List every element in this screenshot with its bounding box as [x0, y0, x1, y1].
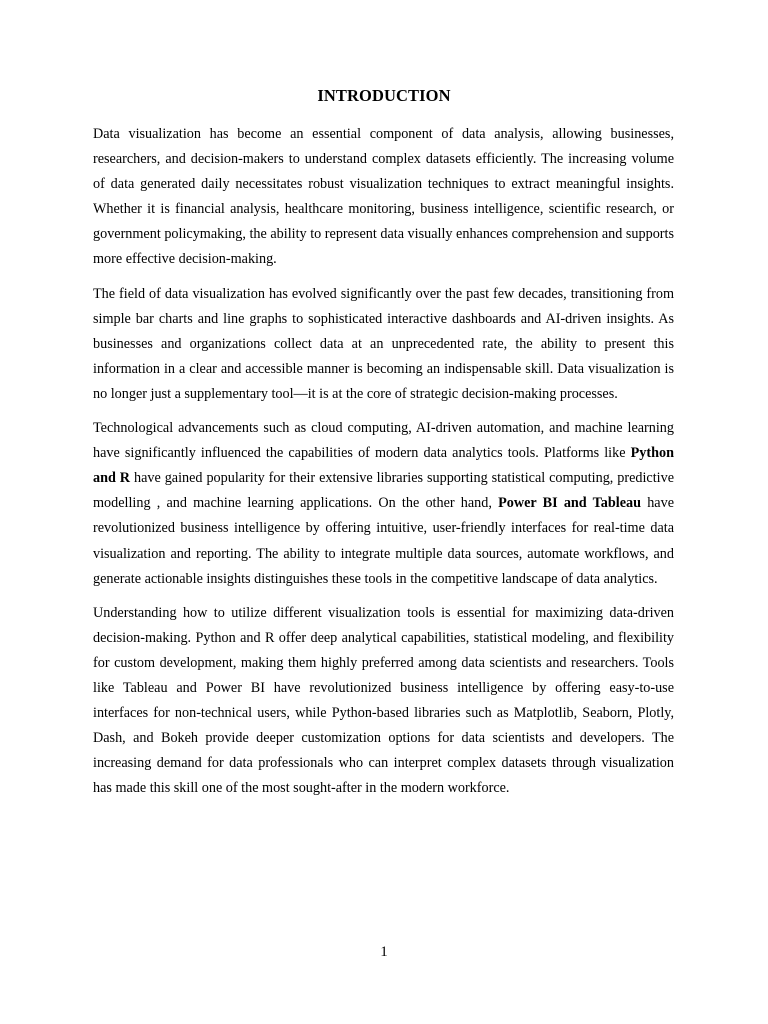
body-text — [93, 122, 674, 810]
page-number: 1 — [380, 944, 388, 960]
page-heading: INTRODUCTION — [317, 86, 451, 105]
paragraph-2: The field of data visualization has evolved significantly over the past few decades, transitioning from simple bar charts and line graphs to sophisticated interactive dashboards and AI-driven insights. As businesses and organizations collect data at an unprecedented rate, the ability to present this information in a clear and accessible manner is becoming an indispensable skill. Data visualization is no longer just a supplementary tool—it is at the core of strategic decision-making processes. — [93, 285, 674, 402]
bold-python-and-r: Python and R — [93, 445, 674, 487]
paragraph-3 — [93, 416, 674, 592]
paragraph-3-text-b: have gained popularity for their extensive libraries supporting statistical computing, predictive modelling , and machine learning applications. On the other hand, — [93, 470, 675, 512]
paragraph-3-text-a: Technological advancements such as cloud computing, AI-driven automation, and machine learning have significantly influenced the capabilities of modern data analytics tools. Platforms like — [93, 420, 674, 462]
paragraph-3-text-c: have revolutionized business intelligence by offering intuitive, user-friendly interfaces for real-time data visualization and reporting. The ability to integrate multiple data sources, automate workflows, and generate actionable insights distinguishes these tools in the competitive landscape of data analytics. — [93, 495, 674, 587]
paragraph-4: Understanding how to utilize different visualization tools is essential for maximizing data-driven decision-making. Python and R offer deep analytical capabilities, statistical modeling, and flexibility for custom development, making them highly preferred among data scientists and researchers. Tools like Tableau and Power BI have revolutionized business intelligence by offering easy-to-use interfaces for non-technical users, while Python-based libraries such as Matplotlib, Seaborn, Plotly, Dash, and Bokeh provide deeper customization options for data scientists and developers. The increasing demand for data professionals who can interpret complex datasets through visualization has made this skill one of the most sought-after in the modern workforce. — [93, 604, 674, 797]
paragraph-1: Data visualization has become an essential component of data analysis, allowing businesses, researchers, and decision-makers to understand complex datasets efficiently. The increasing volume of data generated daily necessitates robust visualization techniques to extract meaningful insights. Whether it is financial analysis, healthcare monitoring, business intelligence, scientific research, or government policymaking, the ability to represent data visually enhances comprehension and supports more effective decision-making. — [93, 126, 674, 268]
bold-power-bi-and-tableau: Power BI and Tableau — [498, 495, 642, 512]
